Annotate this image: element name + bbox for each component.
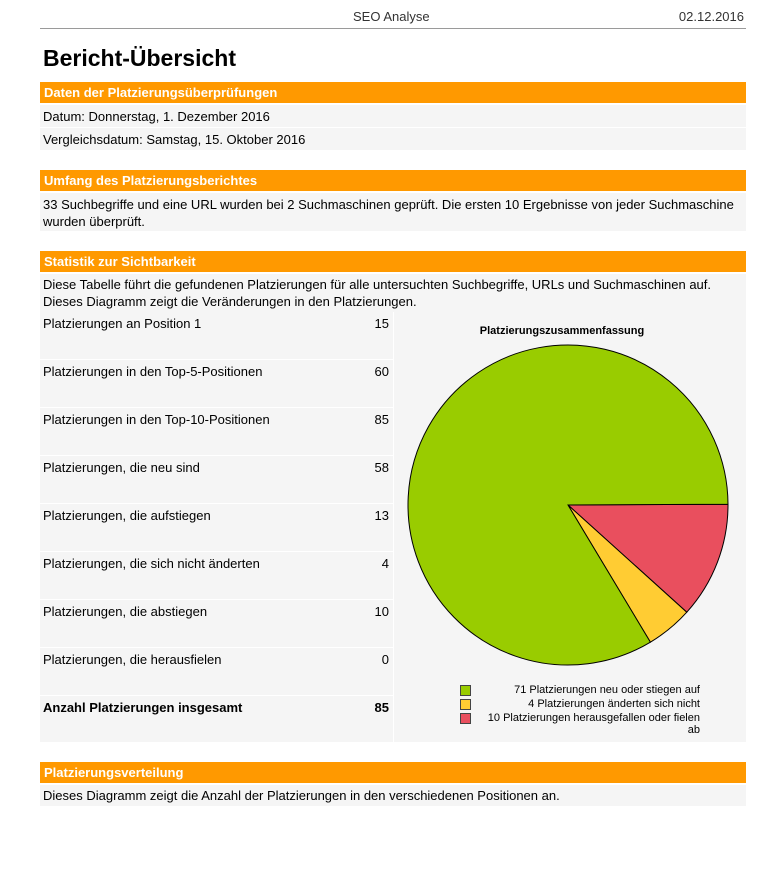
stat-value-total: 85: [335, 696, 393, 742]
pie-chart-panel: [394, 312, 746, 742]
scope-text: 33 Suchbegriffe und eine URL wurden bei 2 Suchmaschinen geprüft. Die ersten 10 Ergebnisse von jeder Suchmaschine wurden überprüft.: [40, 193, 746, 231]
stat-label: Platzierungen, die abstiegen: [40, 600, 335, 647]
stat-label: Platzierungen, die neu sind: [40, 456, 335, 503]
report-header: [40, 0, 746, 29]
stat-value: 15: [335, 312, 393, 359]
stats-labels: [40, 312, 335, 742]
stat-value: 4: [335, 552, 393, 599]
datum-row: Datum: Donnerstag, 1. Dezember 2016: [40, 105, 746, 127]
legend-label: 71 Platzierungen neu oder stiegen auf: [514, 684, 700, 696]
stat-label: Platzierungen an Position 1: [40, 312, 335, 359]
stat-value: 0: [335, 648, 393, 695]
legend-item: [460, 712, 700, 736]
header-title: SEO Analyse: [353, 9, 430, 24]
stat-label-total: Anzahl Platzierungen insgesamt: [40, 696, 335, 742]
visibility-intro: Diese Tabelle führt die gefundenen Platzierungen für alle untersuchten Suchbegriffe, URLs und Suchmaschinen auf. Dieses Diagramm zeigt die Veränderungen in den Platzierungen.: [40, 274, 746, 312]
legend-label: 4 Platzierungen änderten sich nicht: [528, 698, 700, 710]
legend-item: [460, 684, 700, 698]
chart-title: Platzierungszusammenfassung: [479, 325, 645, 337]
page-title: Bericht-Übersicht: [43, 45, 236, 71]
legend-label: 10 Platzierungen herausgefallen oder fielen ab: [487, 712, 700, 736]
section-scope-heading: Umfang des Platzierungsberichtes: [40, 170, 746, 191]
section-distribution-heading: Platzierungsverteilung: [40, 762, 746, 783]
stats-values: [335, 312, 393, 742]
legend-swatch: [460, 713, 471, 724]
legend-item: [460, 698, 700, 712]
distribution-text: Dieses Diagramm zeigt die Anzahl der Platzierungen in den verschiedenen Positionen an.: [40, 785, 746, 806]
stat-label: Platzierungen in den Top-10-Positionen: [40, 408, 335, 455]
legend-swatch: [460, 699, 471, 710]
stat-value: 10: [335, 600, 393, 647]
stat-label: Platzierungen, die herausfielen: [40, 648, 335, 695]
section-visibility-heading: Statistik zur Sichtbarkeit: [40, 251, 746, 272]
stat-label: Platzierungen, die sich nicht änderten: [40, 552, 335, 599]
vergleichsdatum-row: Vergleichsdatum: Samstag, 15. Oktober 2016: [40, 128, 746, 150]
pie-chart: [394, 312, 746, 682]
header-date: 02.12.2016: [678, 9, 744, 24]
stat-label: Platzierungen, die aufstiegen: [40, 504, 335, 551]
stat-value: 85: [335, 408, 393, 455]
stat-value: 13: [335, 504, 393, 551]
stat-label: Platzierungen in den Top-5-Positionen: [40, 360, 335, 407]
legend-swatch: [460, 685, 471, 696]
section-dates-heading: Daten der Platzierungsüberprüfungen: [40, 82, 746, 103]
stat-value: 60: [335, 360, 393, 407]
stat-value: 58: [335, 456, 393, 503]
